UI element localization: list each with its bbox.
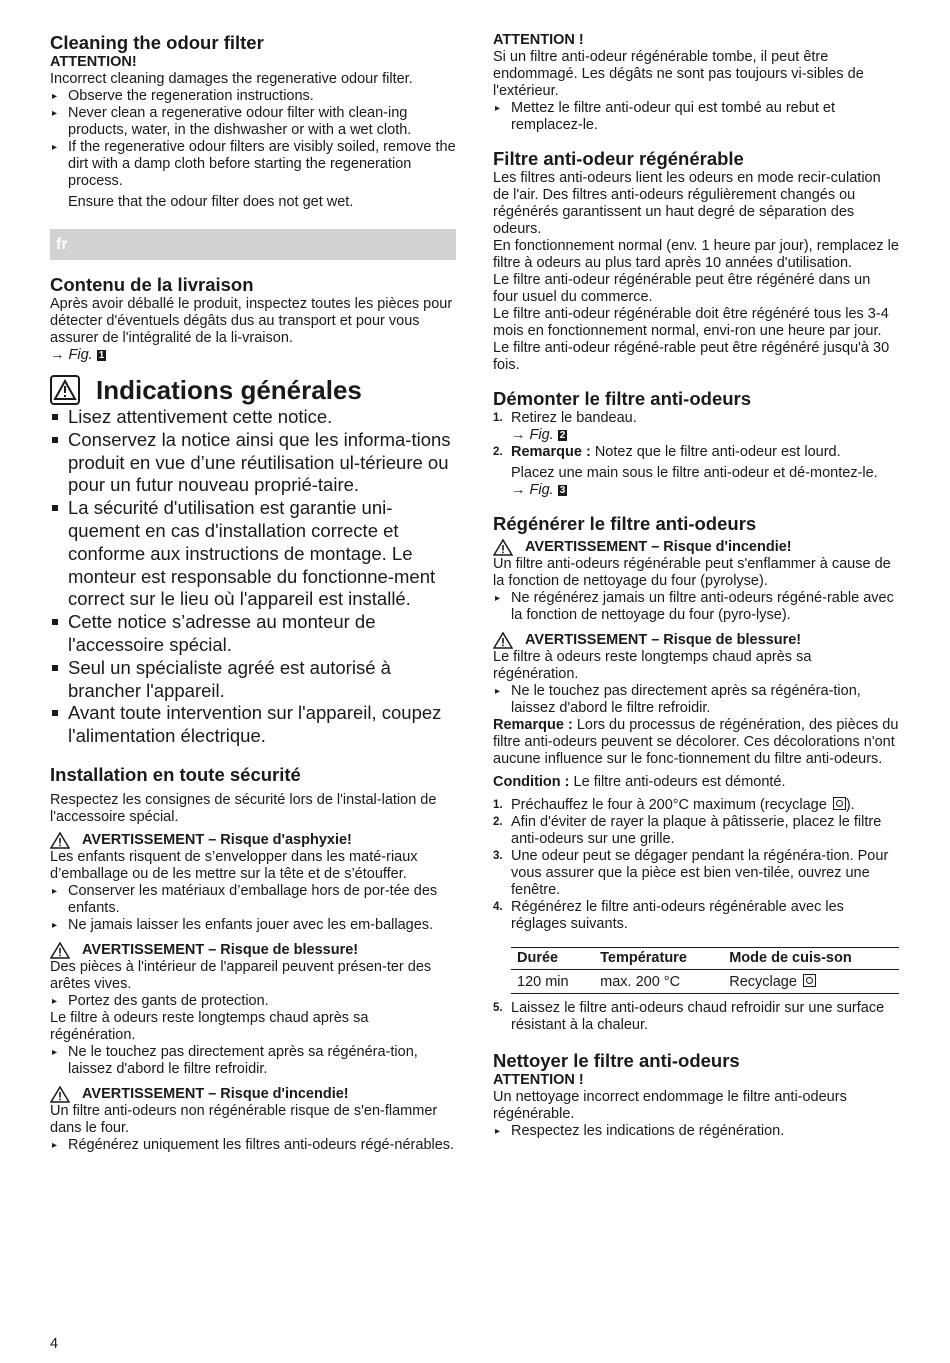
cleaning-intro: Incorrect cleaning damages the regenerative odour filter.: [50, 71, 413, 87]
filtre-paragraph: Le filtre anti-odeur régénérable peut être régénéré dans un four usuel du commerce.: [493, 272, 871, 305]
warning-bullet: ▸ Ne le touchez pas directement après sa régénéra-tion, laissez d'abord le filtre refroidir.: [50, 1044, 456, 1078]
installation-title: Installation en toute sécurité: [50, 763, 301, 785]
contenu-text: Après avoir déballé le produit, inspectez toutes les pièces pour détecter d'éventuels dégâts dus au transport et pour vous assurer de l'intégralité de la li-vraison.: [50, 296, 453, 346]
regenerer-title: Régénérer le filtre anti-odeurs: [493, 513, 757, 534]
cleaning-title: Cleaning the odour filter: [50, 32, 264, 53]
warning-text: Les enfants risquent de s’envelopper dans les maté-riaux d’emballage ou de les mettre sur la tête et de s’étouffer.: [50, 848, 418, 882]
attention-label: ATTENTION !: [493, 32, 584, 48]
step-number: 2.: [493, 446, 503, 458]
figure-number: 3: [559, 485, 566, 496]
step-item: [493, 444, 899, 461]
page-number: 4: [50, 1336, 59, 1352]
indication-item: Conservez la notice ainsi que les informa-tions produit en vue d’une réutilisation ul-térieure ou pour un futur nouveau proprié-taire.: [50, 429, 456, 497]
warning-bullet: ▸ Conserver les matériaux d’emballage hors de por-tée des enfants.: [50, 883, 456, 917]
warning-fire: [493, 539, 899, 556]
step-figref: [493, 427, 899, 444]
fig-label: Fig.: [529, 427, 554, 443]
book-warning-icon: [50, 375, 80, 405]
table-cell: max. 200 °C: [594, 970, 723, 994]
cleaning-note: Ensure that the odour filter does not get wet.: [68, 194, 354, 210]
step-number: 2.: [493, 816, 503, 828]
figure-number: 1: [98, 350, 105, 361]
warning-bullet: ▸ Ne régénérez jamais un filtre anti-odeurs régéné-rable avec la fonction de nettoyage du four (pyro-lyse).: [493, 590, 899, 624]
remarque-label: Remarque :: [493, 717, 573, 733]
mode-text: Recyclage: [729, 974, 797, 990]
warning-text: Le filtre à odeurs reste longtemps chaud après sa régénération.: [493, 649, 812, 682]
table-header: Mode de cuis-son: [723, 948, 899, 970]
arrow-icon: →: [511, 427, 526, 443]
indication-item: Seul un spécialiste agréé est autorisé à brancher l'appareil.: [50, 657, 456, 703]
step-number: 3.: [493, 850, 503, 862]
indication-item: Avant toute intervention sur l'appareil, coupez l'alimentation électrique.: [50, 702, 456, 748]
language-bar: [50, 229, 456, 260]
step-item: [493, 899, 899, 933]
warning-injury: [50, 942, 456, 959]
warning-text: Le filtre à odeurs reste longtemps chaud après sa régénération.: [50, 1009, 369, 1043]
step-text: Afin d'éviter de rayer la plaque à pâtisserie, placez le filtre anti-odeurs sur une grille.: [511, 814, 882, 847]
table-header: Température: [594, 948, 723, 970]
indications-title: Indications générales: [96, 375, 362, 405]
right-column: [493, 32, 899, 1140]
remarque-text: Lors du processus de régénération, des pièces du filtre anti-odeurs peuvent se décolorer. Ces décolorations n'ont aucune influence sur le fonc-tionnement du filtre anti-odeurs.: [493, 717, 899, 767]
settings-table: [511, 947, 899, 994]
warning-title: AVERTISSEMENT – Risque d'incendie!: [82, 1085, 349, 1102]
step-text: Régénérez le filtre anti-odeurs régénérable avec les réglages suivants.: [511, 899, 844, 932]
cleaning-bullet: ▸ Observe the regeneration instructions.: [50, 88, 456, 105]
demonter-title: Démonter le filtre anti-odeurs: [493, 388, 752, 409]
indication-item: Cette notice s’adresse au monteur de l'accessoire spécial.: [50, 611, 456, 657]
cleaning-attention: ATTENTION!: [50, 54, 137, 70]
warning-fire: [50, 1086, 456, 1103]
indication-item: La sécurité d'utilisation est garantie uni-quement en cas d'installation correcte et conforme aux instructions de montage. Le monteur est responsable du fonctionne-ment correct sur le lieu où l'appareil est installé.: [50, 497, 456, 611]
warning-title: AVERTISSEMENT – Risque de blessure!: [82, 941, 359, 958]
nettoyer-bullet: ▸ Respectez les indications de régénération.: [493, 1123, 899, 1140]
warning-bullet: ▸ Portez des gants de protection.: [50, 993, 456, 1010]
table-row: [511, 970, 899, 994]
arrow-icon: →: [50, 347, 65, 363]
filtre-paragraph: Le filtre anti-odeur régénérable doit être régénéré tous les 3-4 mois en fonctionnement normal, envi-ron une heure par jour. Le filtre anti-odeur régéné-rable peut être régénéré jusqu'à 30 fois.: [493, 306, 890, 373]
contenu-figref: [50, 347, 456, 364]
filtre-paragraph: En fonctionnement normal (env. 1 heure par jour), remplacez le filtre à odeurs au plus tard après 10 années d'utilisation.: [493, 238, 899, 271]
condition-text: Le filtre anti-odeurs est démonté.: [573, 774, 786, 790]
warning-triangle-icon: [50, 942, 70, 959]
condition-label: Condition :: [493, 774, 570, 790]
indications-heading: [50, 374, 456, 406]
step-item: [493, 848, 899, 899]
warning-text: Des pièces à l'intérieur de l'appareil peuvent présen-ter des arêtes vives.: [50, 958, 432, 992]
warning-title: AVERTISSEMENT – Risque d'incendie!: [525, 539, 792, 555]
installation-intro: Respectez les consignes de sécurité lors de l'instal-lation de l'accessoire spécial.: [50, 791, 437, 825]
step-text: Notez que le filtre anti-odeur est lourd.: [594, 444, 841, 460]
condition-paragraph: [493, 774, 899, 791]
nettoyer-title: Nettoyer le filtre anti-odeurs: [493, 1050, 740, 1071]
warning-title: AVERTISSEMENT – Risque de blessure!: [525, 632, 802, 648]
figure-number: 2: [559, 430, 566, 441]
language-code: fr: [56, 236, 68, 253]
attention-text: Si un filtre anti-odeur régénérable tombe, il peut être endommagé. Les dégâts ne sont pas toujours vi-sibles de l'extérieur.: [493, 49, 864, 99]
step-item: [493, 797, 899, 814]
table-header: Durée: [511, 948, 594, 970]
cleaning-bullet: ▸ Never clean a regenerative odour filter with clean-ing products, water, in the dishwasher or with a wet cloth.: [50, 105, 456, 139]
fig-label: Fig.: [68, 347, 93, 363]
remarque-label: Remarque :: [511, 444, 591, 460]
step-text: Placez une main sous le filtre anti-odeur et dé-montez-le.: [511, 465, 878, 481]
fig-label: Fig.: [529, 482, 554, 498]
step-text-end: ).: [845, 797, 855, 813]
remarque-paragraph: [493, 717, 899, 768]
filtre-title: Filtre anti-odeur régénérable: [493, 148, 744, 169]
step-number: 1.: [493, 412, 503, 424]
warning-bullet: ▸ Ne jamais laisser les enfants jouer avec les em-ballages.: [50, 917, 456, 934]
warning-asphyxia: [50, 832, 456, 849]
warning-title: AVERTISSEMENT – Risque d'asphyxie!: [82, 831, 352, 848]
step-item: [493, 410, 899, 427]
left-column: [50, 32, 456, 1154]
step-number: 1.: [493, 799, 503, 811]
step-number: 5.: [493, 1002, 503, 1014]
step-number: 4.: [493, 901, 503, 913]
hot-air-mode-icon: [803, 974, 816, 987]
warning-bullet: ▸ Ne le touchez pas directement après sa régénéra-tion, laissez d'abord le filtre refroidir.: [493, 683, 899, 717]
table-cell: [723, 970, 899, 994]
cleaning-bullet: ▸ If the regenerative odour filters are visibly soiled, remove the dirt with a damp cloth before starting the regeneration process.: [50, 139, 456, 190]
warning-text: Un filtre anti-odeurs régénérable peut s'enflammer à cause de la fonction de nettoyage du four (pyrolyse).: [493, 556, 891, 589]
arrow-icon: →: [511, 482, 526, 498]
attention-bullet: ▸ Mettez le filtre anti-odeur qui est tombé au rebut et remplacez-le.: [493, 100, 899, 134]
filtre-paragraph: Les filtres anti-odeurs lient les odeurs en mode recir-culation de l'air. Des filtres anti-odeurs régulièrement changés ou régénérés garantissent un haut degré de séparation des odeurs.: [493, 170, 881, 237]
step-text: Retirez le bandeau.: [511, 410, 637, 426]
indication-item: Lisez attentivement cette notice.: [50, 406, 456, 429]
warning-text: Un filtre anti-odeurs non régénérable risque de s'en-flammer dans le four.: [50, 1102, 438, 1136]
step-text: Laissez le filtre anti-odeurs chaud refroidir sur une surface résistant à la chaleur.: [511, 1000, 885, 1033]
warning-injury: [493, 632, 899, 649]
step-text: Préchauffez le four à 200°C maximum (recyclage: [511, 797, 827, 813]
table-cell: 120 min: [511, 970, 594, 994]
nettoyer-text: Un nettoyage incorrect endommage le filtre anti-odeurs régénérable.: [493, 1089, 847, 1122]
hot-air-mode-icon: [833, 797, 846, 810]
warning-triangle-icon: [50, 1086, 70, 1103]
table-header-row: [511, 948, 899, 970]
warning-triangle-icon: [493, 632, 513, 649]
warning-triangle-icon: [493, 539, 513, 556]
step-text: Une odeur peut se dégager pendant la régénéra-tion. Pour vous assurer que la pièce est bien ven-tilée, ouvrez une fenêtre.: [511, 848, 889, 898]
nettoyer-attention: ATTENTION !: [493, 1072, 584, 1088]
contenu-title: Contenu de la livraison: [50, 274, 254, 295]
warning-triangle-icon: [50, 832, 70, 849]
warning-bullet: ▸ Régénérez uniquement les filtres anti-odeurs régé-nérables.: [50, 1137, 456, 1154]
step-item: [493, 814, 899, 848]
step-figref: [493, 482, 899, 499]
step-item: [493, 1000, 899, 1034]
